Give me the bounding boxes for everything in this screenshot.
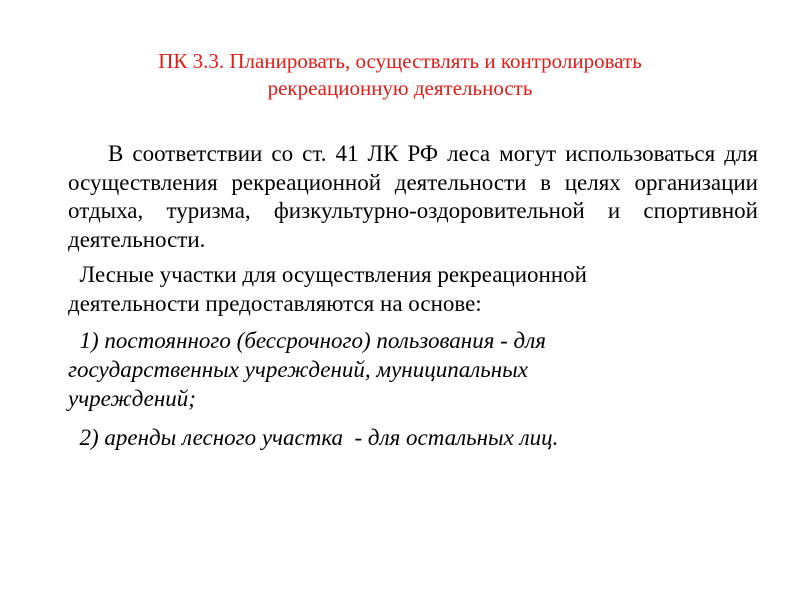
list-item-permanent-use-line-3: учреждений; <box>68 386 196 411</box>
list-item-lease-line-1: 2) аренды лесного участка - для остальных лиц. <box>68 425 559 450</box>
title-line-2: рекреационную деятельность <box>267 76 533 100</box>
paragraph-plots-basis-line-2: деятельности предоставляются на основе: <box>68 290 482 316</box>
paragraph-plots-basis-line-1: Лесные участки для осуществления рекреационной <box>68 262 587 287</box>
slide-body <box>68 140 758 452</box>
paragraph-forest-use: В соответствии со ст. 41 ЛК РФ леса могут использоваться для осуществления рекреационной деятельности в целях организации отдыха, туризма, физкультурно-оздоровительной и спортивной деятельности. <box>68 141 758 252</box>
list-item-permanent-use <box>68 326 758 413</box>
title-line-1: ПК 3.3. Планировать, осуществлять и контролировать <box>158 49 642 73</box>
paragraph-plots-basis <box>68 261 758 318</box>
list-item-permanent-use-line-1: 1) постоянного (бессрочного) пользования - для <box>68 328 546 353</box>
slide-title <box>60 48 740 102</box>
list-item-permanent-use-line-2: государственных учреждений, муниципальных <box>68 357 528 382</box>
list-item-lease <box>68 423 758 452</box>
